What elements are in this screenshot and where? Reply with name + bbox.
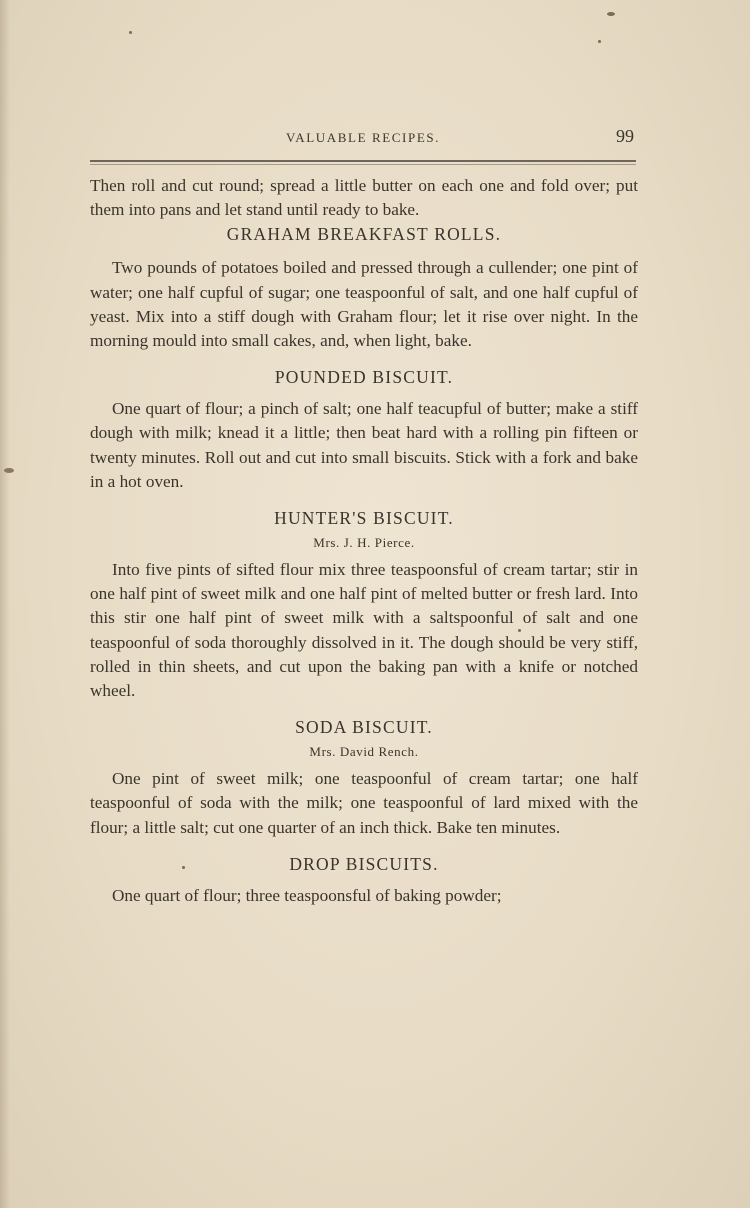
running-title: VALUABLE RECIPES. [285,130,441,145]
page-content [90,174,638,908]
paper-speck [129,31,132,34]
recipe-body: One pint of sweet milk; one teaspoonful of cream tartar; one half teaspoonful of soda with the milk; one teaspoonful of lard mixed with the flour; a little salt; cut one quarter of an inch thick. Bake ten minutes. [90,769,638,837]
running-head [90,126,636,150]
recipe-attribution: Mrs. David Rench. [309,744,419,760]
recipe-heading: DROP BISCUITS. [289,853,439,874]
header-rule [90,160,636,162]
recipe-heading: SODA BISCUIT. [295,717,433,738]
page-edge-shadow [0,0,10,1208]
recipe-heading: GRAHAM BREAKFAST ROLLS. [226,224,502,245]
paper-speck [4,468,14,473]
recipe-body: One quart of flour; a pinch of salt; one half teacupful of butter; make a stiff dough with milk; knead it a little; then beat hard with a rolling pin fifteen or twenty minutes. Roll out and cut into small biscuits. Stick with a fork and bake in a hot oven. [90,399,638,491]
paper-speck [607,12,615,16]
paper-speck [598,40,601,43]
header-rule-thin [90,164,636,165]
continuation-paragraph: Then roll and cut round; spread a little butter on each one and fold over; put them into pans and let stand until ready to bake. [90,176,638,220]
recipe-heading: POUNDED BISCUIT. [274,367,454,388]
recipe-heading: HUNTER'S BISCUIT. [274,508,454,529]
recipe-body: One quart of flour; three teaspoonsful of baking powder; [112,885,502,905]
recipe-body: Into five pints of sifted flour mix three teaspoonsful of cream tartar; stir in one half pint of sweet milk and one half pint of melted butter or fresh lard. Into this stir one half pint of sweet milk with a saltspoonful of salt and one teaspoonful of soda thoroughly dissolved in it. The dough should be very stiff, rolled in thin sheets, and cut upon the baking pan with a knife or notched wheel. [90,560,638,701]
recipe-body: Two pounds of potatoes boiled and pressed through a cullender; one pint of water; one half cupful of sugar; one teaspoonful of salt, and one half cupful of yeast. Mix into a stiff dough with Graham flour; let it rise over night. In the morning mould into small cakes, and, when light, bake. [90,258,638,351]
recipe-attribution: Mrs. J. H. Pierce. [313,535,415,551]
page-number: 99 [616,126,634,146]
